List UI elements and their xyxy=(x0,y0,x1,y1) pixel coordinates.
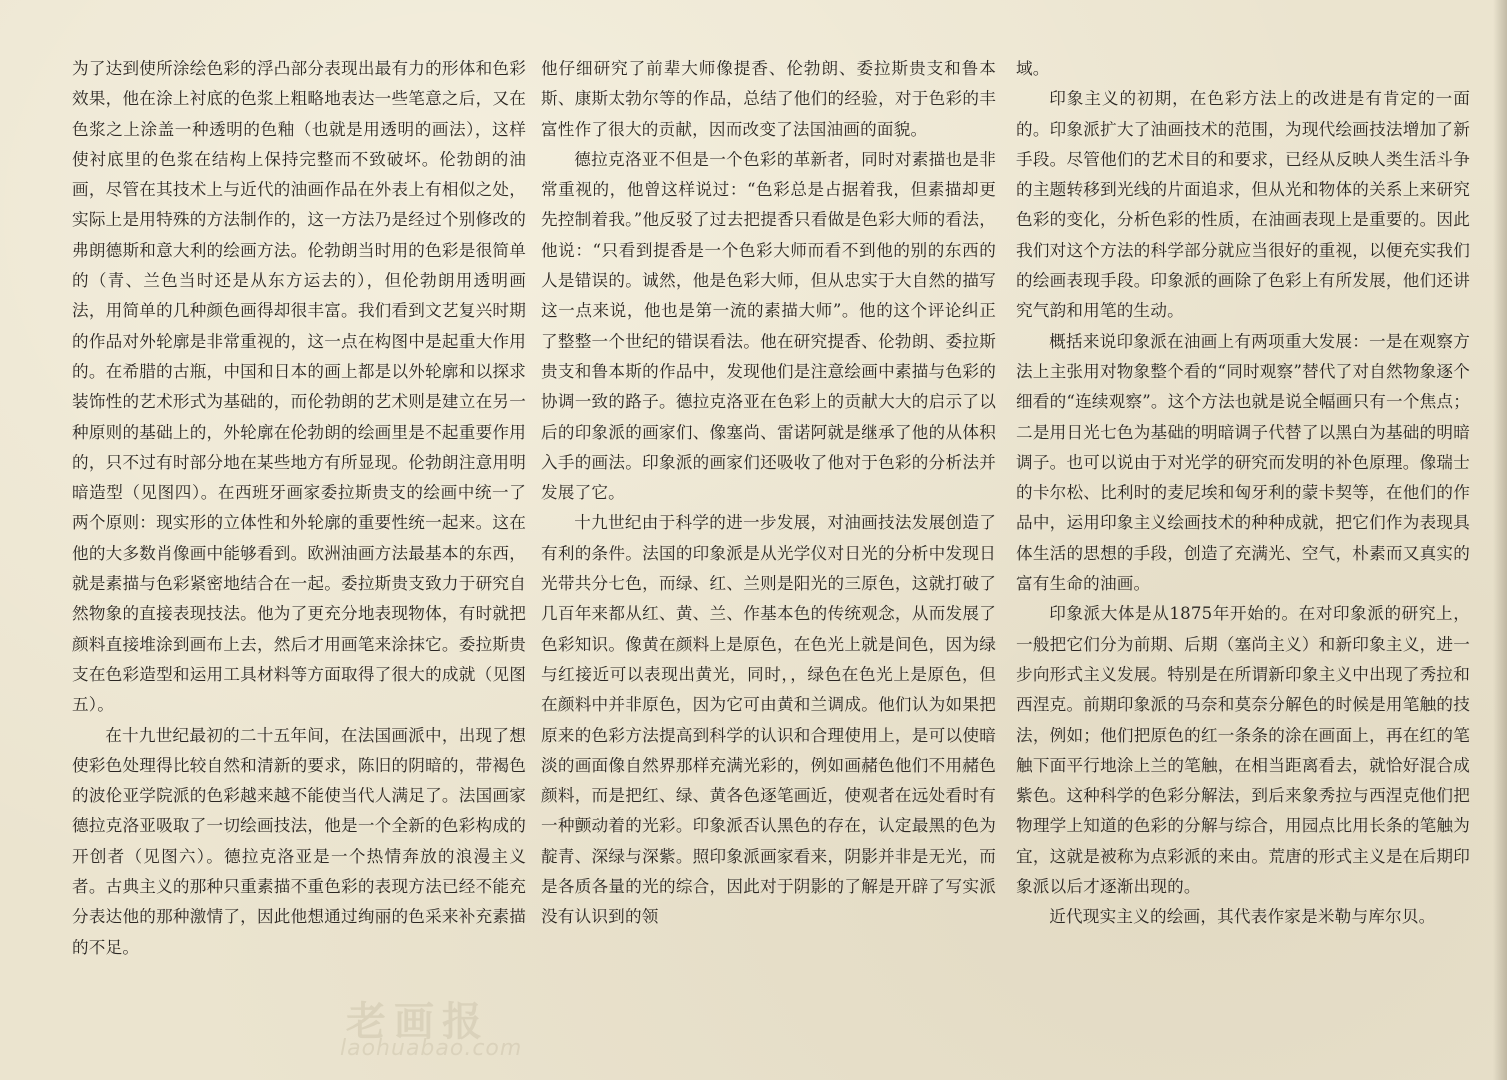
paragraph: 印象派大体是从1875年开始的。在对印象派的研究上，一般把它们分为前期、后期（塞尚主义）和新印象主义，进一步向形式主义发展。特别是在所谓新印象主义中出现了秀拉和西涅克。前期印象派的马奈和莫奈分解色的时候是用笔触的技法，例如；他们把原色的红一条条的涂在画面上，再在红的笔触下面平行地涂上兰的笔触，在相当距离看去，就恰好混合成紫色。这种科学的色彩分解法，到后来象秀拉与西涅克他们把物理学上知道的色彩的分解与综合，用园点比用长条的笔触为宜，这就是被称为点彩派的来由。荒唐的形式主义是在后期印象派以后才逐渐出现的。 xyxy=(1016,604,1470,897)
paragraph: 在十九世纪最初的二十五年间，在法国画派中，出现了想使彩色处理得比较自然和清新的要求，陈旧的阴暗的，带褐色的波伦亚学院派的色彩越来越不能使当代人满足了。法国画家德拉克洛亚吸取了一切绘画技法，他是一个全新的色彩构成的开创者（见图六）。德拉克洛亚是一个热情奔放的浪漫主义者。古典主义的那种只重素描不重色彩的表现方法已经不能充分表达他的那种激情了，因此他想通过绚丽的色采来补充素描的不足。 xyxy=(72,725,526,957)
watermark-title: 老画报 xyxy=(346,999,490,1045)
paragraph: 概括来说印象派在油画上有两项重大发展：一是在观察方法上主张用对物象整个看的“同时观察”替代了对自然物象逐个细看的“连续观察”。这个方法也就是说全幅画只有一个焦点；二是用日光七色为基础的明暗调子代替了以黑白为基础的明暗调子。也可以说由于对光学的研究而发明的补色原理。像瑞士的卡尔松、比利时的麦尼埃和匈牙利的蒙卡契等，在他们的作品中，运用印象主义绘画技术的种种成就，把它们作为表现具体生活的思想的手段，创造了充满光、空气，朴素而又真实的富有生命的油画。 xyxy=(1016,331,1471,594)
paragraph: 德拉克洛亚不但是一个色彩的革新者，同时对素描也是非常重视的，他曾这样说过：“色彩总是占据着我，但素描却更先控制着我。”他反驳了过去把提香只看做是色彩大师的看法，他说：“只看到提香是一个色彩大师而看不到他的别的东西的人是错误的。诚然，他是色彩大师，但从忠实于大自然的描写这一点来说，他也是第一流的素描大师”。他的这个评论纠正了整整一个世纪的错误看法。他在研究提香、伦勃朗、委拉斯贵支和鲁本斯的作品中，发现他们是注意绘画中素描与色彩的协调一致的路子。德拉克洛亚在色彩上的贡献大大的启示了以后的印象派的画家们、像塞尚、雷诺阿就是继承了他的从体积入手的画法。印象派的画家们还吸收了他对于色彩的分析法并发展了它。 xyxy=(541,149,996,503)
paragraph: 印象主义的初期，在色彩方法上的改进是有肯定的一面的。印象派扩大了油画技术的范围，为现代绘画技法增加了新手段。尽管他们的艺术目的和要求，已经从反映人类生活斗争的主题转移到光线的片面追求，但从光和物体的关系上来研究色彩的变化，分析色彩的性质，在油画表现上是重要的。因此我们对这个方法的科学部分就应当很好的重视，以便充实我们的绘画表现手段。印象派的画除了色彩上有所发展，他们还讲究气韵和用笔的生动。 xyxy=(1016,89,1470,321)
watermark-url: laohuabao.com xyxy=(340,1036,523,1061)
text-column-2 xyxy=(541,54,996,933)
page-edge-shadow xyxy=(1493,0,1507,1080)
paragraph: 域。 xyxy=(1016,59,1050,78)
paragraph: 为了达到使所涂绘色彩的浮凸部分表现出最有力的形体和色彩效果，他在涂上衬底的色浆上粗略地表达一些笔意之后，又在色浆之上涂盖一种透明的色釉（也就是用透明的画法），这样使衬底里的色浆在结构上保持完整而不致破坏。伦勃朗的油画，尽管在其技术上与近代的油画作品在外表上有相似之处，实际上是用特殊的方法制作的，这一方法乃是经过个别修改的弗朗德斯和意大利的绘画方法。伦勃朗当时用的色彩是很简单的（青、兰色当时还是从东方运去的），但伦勃朗用透明画法，用简单的几种颜色画得却很丰富。我们看到文艺复兴时期的作品对外轮廓是非常重视的，这一点在构图中是起重大作用的。在希腊的古瓶，中国和日本的画上都是以外轮廓和以探求装饰性的艺术形式为基础的，而伦勃朗的艺术则是建立在另一种原则的基础上的，外轮廓在伦勃朗的绘画里是不起重要作用的，只不过有时部分地在某些地方有所显现。伦勃朗注意用明暗造型（见图四）。在西班牙画家委拉斯贵支的绘画中统一了两个原则：现实形的立体性和外轮廓的重要性统一起来。这在他的大多数肖像画中能够看到。欧洲油画方法最基本的东西，就是素描与色彩紧密地结合在一起。委拉斯贵支致力于研究自然物象的直接表现技法。他为了更充分地表现物体，有时就把颜料直接堆涂到画布上去，然后才用画笔来涂抹它。委拉斯贵支在色彩造型和运用工具材料等方面取得了很大的成就（见图五）。 xyxy=(72,59,526,715)
paragraph: 近代现实主义的绘画，其代表作家是米勒与库尔贝。 xyxy=(1049,907,1436,927)
paragraph: 十九世纪由于科学的进一步发展，对油画技法发展创造了有利的条件。法国的印象派是从光学仪对日光的分析中发现日光带共分七色，而绿、红、兰则是阳光的三原色，这就打破了几百年来都从红、黄、兰、作基本色的传统观念，从而发展了色彩知识。像黄在颜料上是原色，在色光上就是间色，因为绿与红接近可以表现出黄光，同时，，绿色在色光上是原色，但在颜料中并非原色，因为它可由黄和兰调成。他们认为如果把原来的色彩方法提高到科学的认识和合理使用上，是可以使暗淡的画面像自然界那样充满光彩的，例如画赭色他们不用赭色颜料，而是把红、绿、黄各色逐笔画近，使观者在远处看时有一种颤动着的光彩。印象派否认黑色的存在，认定最黑的色为靛青、深绿与深紫。照印象派画家看来，阴影并非是无光，而是各质各量的光的综合，因此对于阴影的了解是开辟了写实派没有认识到的领 xyxy=(541,513,996,927)
paragraph: 他仔细研究了前辈大师像提香、伦勃朗、委拉斯贵支和鲁本斯、康斯太勃尔等的作品，总结了他们的经验，对于色彩的丰富性作了很大的贡献，因而改变了法国油画的面貌。 xyxy=(541,59,996,139)
watermark-logo xyxy=(340,990,580,1070)
text-column-1 xyxy=(72,54,526,963)
text-column-3 xyxy=(1016,54,1470,933)
